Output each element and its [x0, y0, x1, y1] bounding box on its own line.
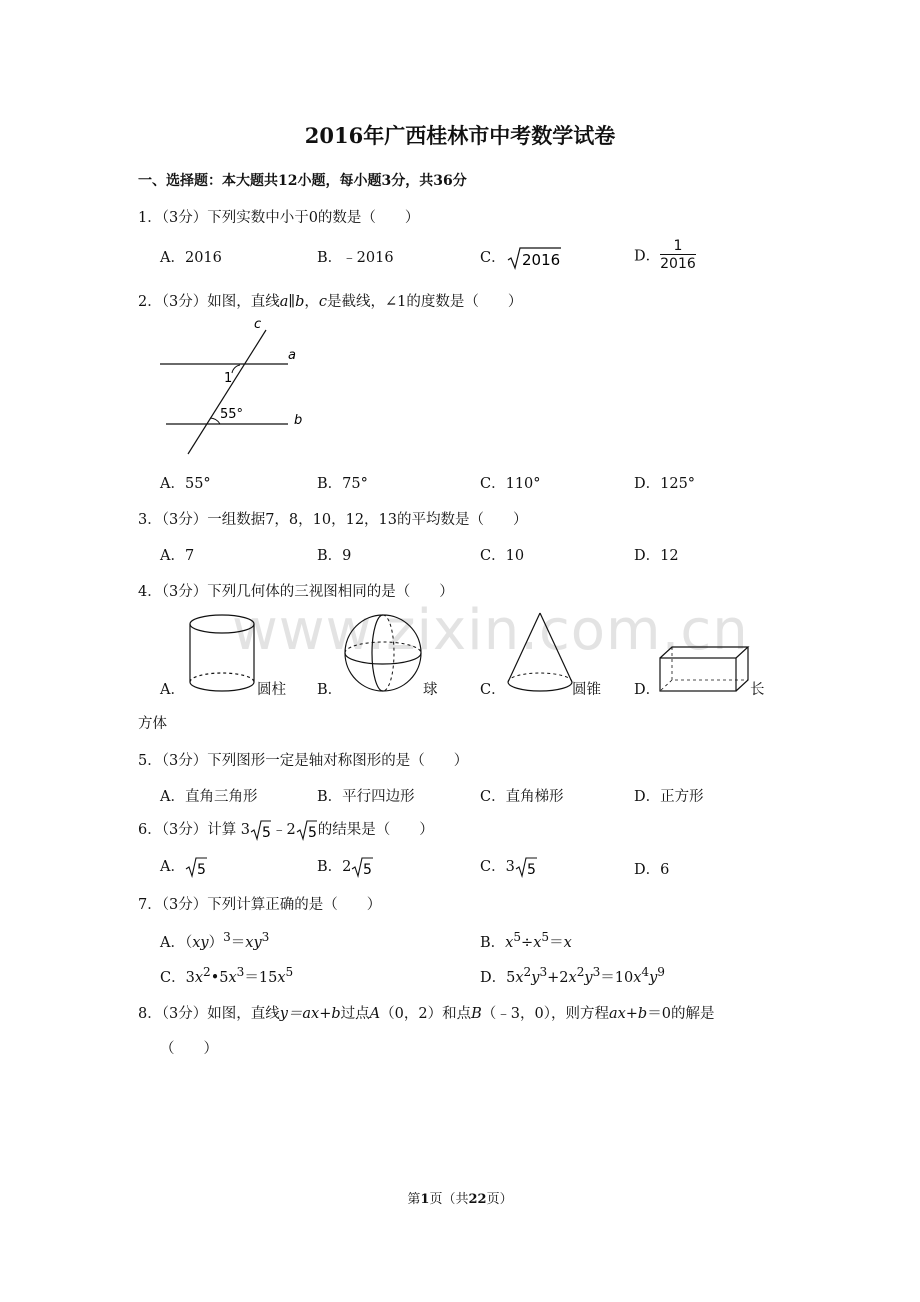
q7-option-d: D．$5x^2y^3+2x^2y^3=10x^4y^9$	[480, 965, 665, 986]
q4-option-b-prefix: B．	[317, 682, 343, 698]
q8-stem: 8．（3分）如图，直线y＝ax+b过点A（0，2）和点B（﹣3，0），则方程ax+b＝0的解是	[138, 1006, 715, 1022]
q1-option-d-prefix: D．	[634, 248, 661, 265]
q1-option-c-radicand: 2016	[521, 251, 560, 269]
cone-icon	[504, 610, 576, 696]
svg-text:5: 5	[196, 862, 206, 878]
q4-stem: 4．（3分）下列几何体的三视图相同的是（ ）	[138, 584, 454, 600]
q7-option-a: A．$(xy)^3=xy^3$	[160, 930, 270, 951]
radical-sign-icon	[250, 819, 272, 841]
q5-stem: 5．（3分）下列图形一定是轴对称图形的是（ ）	[138, 753, 469, 769]
angle-1-arc	[232, 365, 240, 373]
svg-text:5: 5	[262, 825, 271, 841]
watermark-text: www.zixin.com.cn	[232, 598, 749, 663]
q7-stem: 7．（3分）下列计算正确的是（ ）	[138, 897, 382, 913]
q4-option-b-name: 球	[423, 682, 438, 698]
radical-sign-icon	[185, 856, 209, 878]
cuboid-icon	[658, 644, 750, 694]
q2-option-d: D．125°	[634, 476, 696, 492]
q6-option-c: C．3 5	[480, 855, 539, 878]
q1-option-d-denominator: 2016	[660, 256, 696, 272]
q4-option-d-name-1: 长	[750, 682, 765, 698]
q1-option-a: A．2016	[160, 250, 222, 266]
q4-option-a-name: 圆柱	[257, 682, 286, 698]
radical-sign-icon	[296, 819, 318, 841]
q5-option-c: C．直角梯形	[480, 789, 564, 805]
q6-option-b: B．2 5	[317, 855, 375, 878]
q1-option-d-numerator: 1	[673, 238, 683, 254]
label-c: c	[254, 317, 262, 332]
q7-option-b: B．$x^5\div x^5=x$	[480, 930, 572, 951]
q8-stem-line-2: （ ）	[160, 1041, 218, 1057]
q5-option-d: D．正方形	[634, 789, 704, 805]
svg-text:5: 5	[363, 862, 373, 878]
q3-option-c: C．10	[480, 548, 525, 564]
q6-option-a: A． 5	[160, 855, 209, 878]
radical-sign-icon	[351, 856, 375, 878]
q6-stem: 6．（3分）计算 3 5 ﹣2 5 的结果是（ ）	[138, 818, 434, 841]
section-heading-choice: 一、选择题：本大题共12小题，每小题3分，共36分	[138, 173, 467, 189]
line-c	[188, 330, 266, 454]
q4-option-c-name: 圆锥	[572, 682, 601, 698]
radical-sign-icon	[506, 246, 562, 270]
q4-option-c-prefix: C．	[480, 682, 506, 698]
q1-option-b: B．﹣2016	[317, 250, 394, 266]
label-b: b	[294, 413, 303, 428]
label-angle-1: 1	[224, 371, 233, 386]
q7-option-c: C．$3x^2•5x^3=15x^5$	[160, 965, 294, 986]
q2-option-c: C．110°	[480, 476, 541, 492]
q1-option-c	[480, 246, 562, 270]
q3-stem: 3．（3分）一组数据7，8，10，12，13的平均数是（ ）	[138, 512, 528, 528]
q2-stem: 2．（3分）如图，直线a∥b，c是截线，∠1的度数是（ ）	[138, 294, 523, 310]
sphere-icon	[342, 612, 424, 694]
q3-option-d: D．12	[634, 548, 679, 564]
q2-option-a: A．55°	[160, 476, 211, 492]
angle-55-arc	[210, 418, 220, 424]
q5-option-b: B．平行四边形	[317, 789, 415, 805]
q5-option-a: A．直角三角形	[160, 789, 258, 805]
q6-option-d: D．6	[634, 862, 670, 878]
label-angle-55: 55°	[220, 407, 244, 422]
page-title: 2016年广西桂林市中考数学试卷	[304, 123, 616, 148]
q1-stem: 1．（3分）下列实数中小于0的数是（ ）	[138, 210, 420, 226]
q4-option-a-prefix: A．	[160, 682, 185, 698]
q1-option-c-prefix: C．	[480, 250, 506, 266]
q2-parallel-lines-figure	[156, 316, 316, 458]
cylinder-icon	[186, 612, 258, 696]
page-footer: 第1页（共22页）	[407, 1192, 513, 1207]
q3-option-a: A．7	[160, 548, 195, 564]
q1-option-d-fraction	[660, 238, 696, 272]
q2-option-b: B．75°	[317, 476, 368, 492]
q4-option-d-prefix: D．	[634, 682, 661, 698]
label-a: a	[288, 348, 296, 363]
q3-option-b: B．9	[317, 548, 352, 564]
q4-option-d-name-2: 方体	[138, 716, 167, 732]
q1-option-d	[634, 238, 696, 272]
svg-text:5: 5	[307, 825, 317, 841]
radical-sign-icon	[515, 856, 539, 878]
svg-text:5: 5	[526, 862, 536, 878]
